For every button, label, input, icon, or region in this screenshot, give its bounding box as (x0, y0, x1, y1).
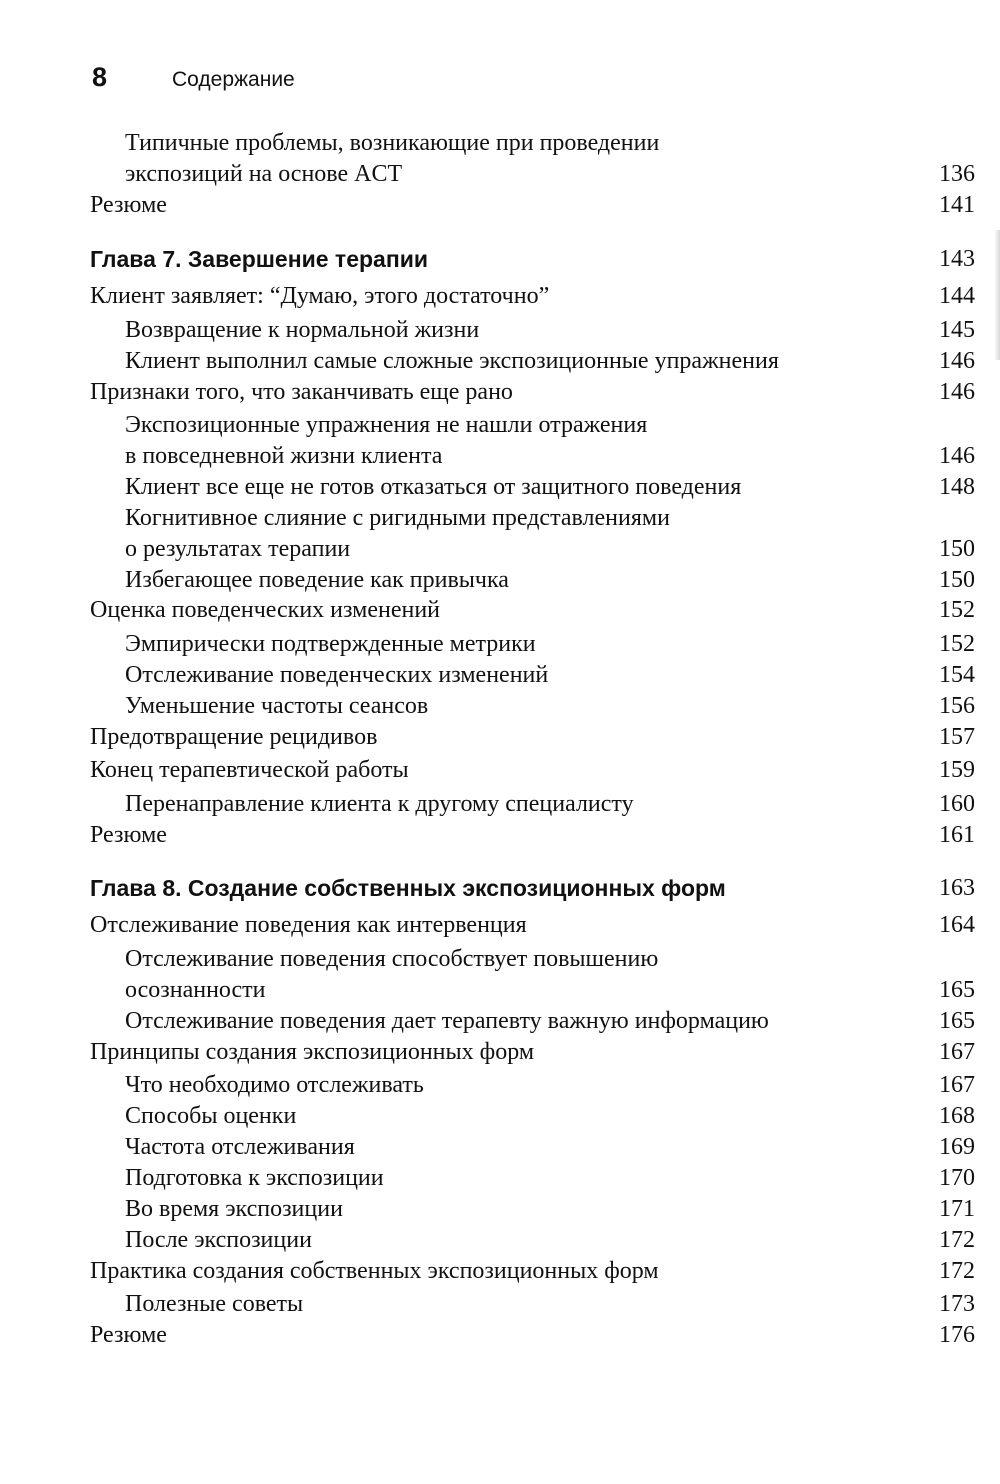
toc-entry: Перенаправление клиента к другому специалисту 160 (125, 791, 975, 817)
toc-entry: Конец терапевтической работы 159 (90, 757, 975, 783)
page-number: 8 (92, 62, 108, 92)
toc-entry: Отслеживание поведения способствует повышению (125, 946, 659, 972)
toc-entry: Полезные советы 173 (125, 1291, 975, 1317)
toc-entry: Отслеживание поведения дает терапевту важную информацию 165 (125, 1008, 975, 1034)
toc-entry: Способы оценки 168 (125, 1103, 975, 1129)
toc-entry: Оценка поведенческих изменений 152 (90, 597, 975, 623)
toc-entry: Типичные проблемы, возникающие при проведении (125, 130, 660, 156)
toc-entry: Принципы создания экспозиционных форм 167 (90, 1039, 975, 1065)
toc-entry: Возвращение к нормальной жизни 145 (125, 317, 975, 343)
toc-entry: о результатах терапии 150 (125, 536, 975, 562)
toc-chapter: Глава 7. Завершение терапии 143 (90, 246, 975, 272)
running-title: Содержание (172, 68, 295, 91)
toc-entry: Уменьшение частоты сеансов 156 (125, 693, 975, 719)
toc-entry: осознанности 165 (125, 977, 975, 1003)
toc-entry: Отслеживание поведения как интервенция 164 (90, 912, 975, 938)
toc-entry: Предотвращение рецидивов 157 (90, 724, 975, 750)
page-edge-shadow (994, 230, 1000, 360)
toc-entry: Практика создания собственных экспозиционных форм 172 (90, 1258, 975, 1284)
toc-entry: Что необходимо отслеживать 167 (125, 1072, 975, 1098)
toc-entry: Резюме 176 (90, 1322, 975, 1348)
toc-entry: Отслеживание поведенческих изменений 154 (125, 662, 975, 688)
toc-entry: После экспозиции 172 (125, 1227, 975, 1253)
toc-entry: Клиент заявляет: “Думаю, этого достаточно” 144 (90, 283, 975, 309)
toc-entry: Экспозиционные упражнения не нашли отражения (125, 412, 648, 438)
toc-entry: экспозиций на основе ACT 136 (125, 161, 975, 187)
toc-entry: Избегающее поведение как привычка 150 (125, 567, 975, 593)
toc-entry: в повседневной жизни клиента 146 (125, 443, 975, 469)
toc-entry: Клиент выполнил самые сложные экспозиционные упражнения 146 (125, 348, 975, 374)
toc-entry: Клиент все еще не готов отказаться от защитного поведения 148 (125, 474, 975, 500)
toc-entry: Резюме 161 (90, 822, 975, 848)
page-header (92, 62, 295, 110)
toc-entry: Когнитивное слияние с ригидными представлениями (125, 505, 670, 531)
toc-entry: Частота отслеживания 169 (125, 1134, 975, 1160)
toc-entry: Подготовка к экспозиции 170 (125, 1165, 975, 1191)
toc-entry: Во время экспозиции 171 (125, 1196, 975, 1222)
toc-chapter: Глава 8. Создание собственных экспозиционных форм 163 (90, 875, 975, 901)
toc-entry: Резюме 141 (90, 192, 975, 218)
toc-entry: Признаки того, что заканчивать еще рано 146 (90, 379, 975, 405)
toc-entry: Эмпирически подтвержденные метрики 152 (125, 631, 975, 657)
